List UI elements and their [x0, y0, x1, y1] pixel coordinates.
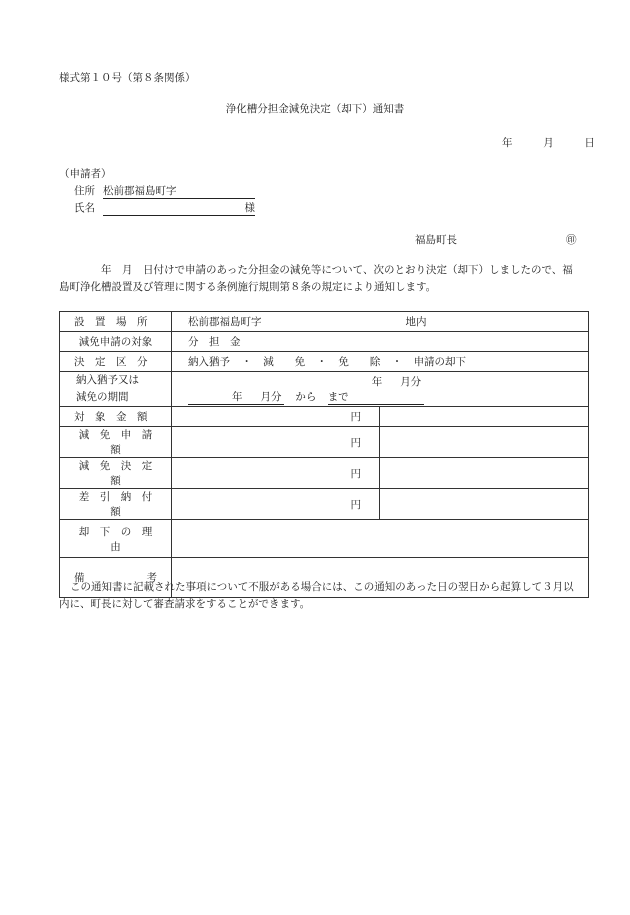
option-rejection[interactable]: 申請の却下 [413, 356, 467, 368]
option-reduction[interactable]: 減 免 [263, 356, 306, 368]
intro-line-1: 年 月 日付けで申請のあった分担金の減免等について、次のとおり決定（却下）しましたので、福 [101, 264, 573, 276]
period-to-month: 月分まで [327, 375, 422, 403]
label-application-target: 減免申請の対象 [60, 332, 172, 352]
label-remarks: 備 考 [60, 558, 172, 598]
note-decided-amount[interactable] [380, 458, 589, 489]
row-decision-category [60, 352, 589, 372]
note-payment-amount[interactable] [380, 489, 589, 520]
row-decided-amount [60, 458, 589, 489]
value-rejection-reason[interactable] [172, 520, 589, 558]
intro-line-2: 島町浄化槽設置及び管理に関する条例施行規則第８条の規定により通知します。 [59, 281, 437, 293]
document-title: 浄化槽分担金減免決定（却下）通知書 [225, 103, 405, 115]
value-application-target: 分 担 金 [172, 332, 589, 352]
value-installation-site[interactable] [172, 312, 589, 332]
option-deferral[interactable]: 納入猶予 [188, 356, 230, 368]
row-target-amount [60, 407, 589, 427]
decision-table [59, 311, 589, 598]
yen-unit: 円 [350, 467, 361, 480]
value-target-amount[interactable] [172, 407, 380, 427]
period-to-year: 年 [371, 375, 383, 388]
note-target-amount[interactable] [380, 407, 589, 427]
intro-paragraph [59, 262, 591, 296]
appeal-line-1: この通知書に記載された事項について不服がある場合には、この通知のあった日の翌日から起算して３月以 [70, 581, 574, 593]
site-prefix: 松前郡福島町字 [188, 316, 262, 328]
form-number: 様式第１０号（第８条関係） [59, 72, 196, 84]
row-period [60, 372, 589, 407]
name-suffix: 様 [244, 202, 255, 214]
issue-date [502, 135, 595, 150]
date-day: 日 [584, 137, 595, 149]
value-decided-amount[interactable] [172, 458, 380, 489]
period-from-month: 月分 [260, 390, 282, 403]
note-applied-amount[interactable] [380, 427, 589, 458]
row-installation-site [60, 312, 589, 332]
label-installation-site: 設 置 場 所 [60, 312, 172, 332]
value-payment-amount[interactable] [172, 489, 380, 520]
value-decision-category: 納入猶予 ・ 減 免 ・ 免 除 ・ 申請の却下 [172, 352, 589, 372]
address-value: 松前郡福島町字 [103, 185, 177, 197]
date-year: 年 [502, 137, 513, 149]
address-field[interactable] [103, 183, 255, 199]
label-applied-amount: 減 免 申 請 額 [60, 427, 172, 458]
value-applied-amount[interactable] [172, 427, 380, 458]
appeal-notice [59, 579, 591, 613]
yen-unit: 円 [350, 411, 361, 423]
name-field[interactable] [103, 200, 255, 216]
seal-mark: ㊞ [566, 234, 577, 246]
label-period: 納入猶予又は 減免の期間 [60, 372, 172, 407]
row-rejection-reason [60, 520, 589, 558]
row-application-target [60, 332, 589, 352]
yen-unit: 円 [350, 498, 361, 511]
period-from-year: 年 [232, 390, 243, 403]
period-from-label: から [295, 390, 317, 403]
site-suffix: 地内 [405, 316, 427, 328]
date-month: 月 [543, 137, 554, 149]
row-payment-amount [60, 489, 589, 520]
label-target-amount: 対 象 金 額 [60, 407, 172, 427]
label-payment-amount: 差 引 納 付 額 [60, 489, 172, 520]
label-decision-category: 決 定 区 分 [60, 352, 172, 372]
option-exemption[interactable]: 免 除 [338, 356, 381, 368]
applicant-heading: （申請者） [59, 168, 112, 180]
issuer-title: 福島町長 [415, 234, 457, 246]
label-decided-amount: 減 免 決 定 額 [60, 458, 172, 489]
label-rejection-reason: 却 下 の 理 由 [60, 520, 172, 558]
name-label: 氏名 [74, 202, 95, 214]
address-label: 住所 [74, 185, 95, 197]
row-applied-amount [60, 427, 589, 458]
appeal-line-2: 内に、町長に対して審査請求をすることができます。 [59, 598, 311, 610]
value-period[interactable] [172, 372, 589, 407]
yen-unit: 円 [350, 436, 361, 449]
